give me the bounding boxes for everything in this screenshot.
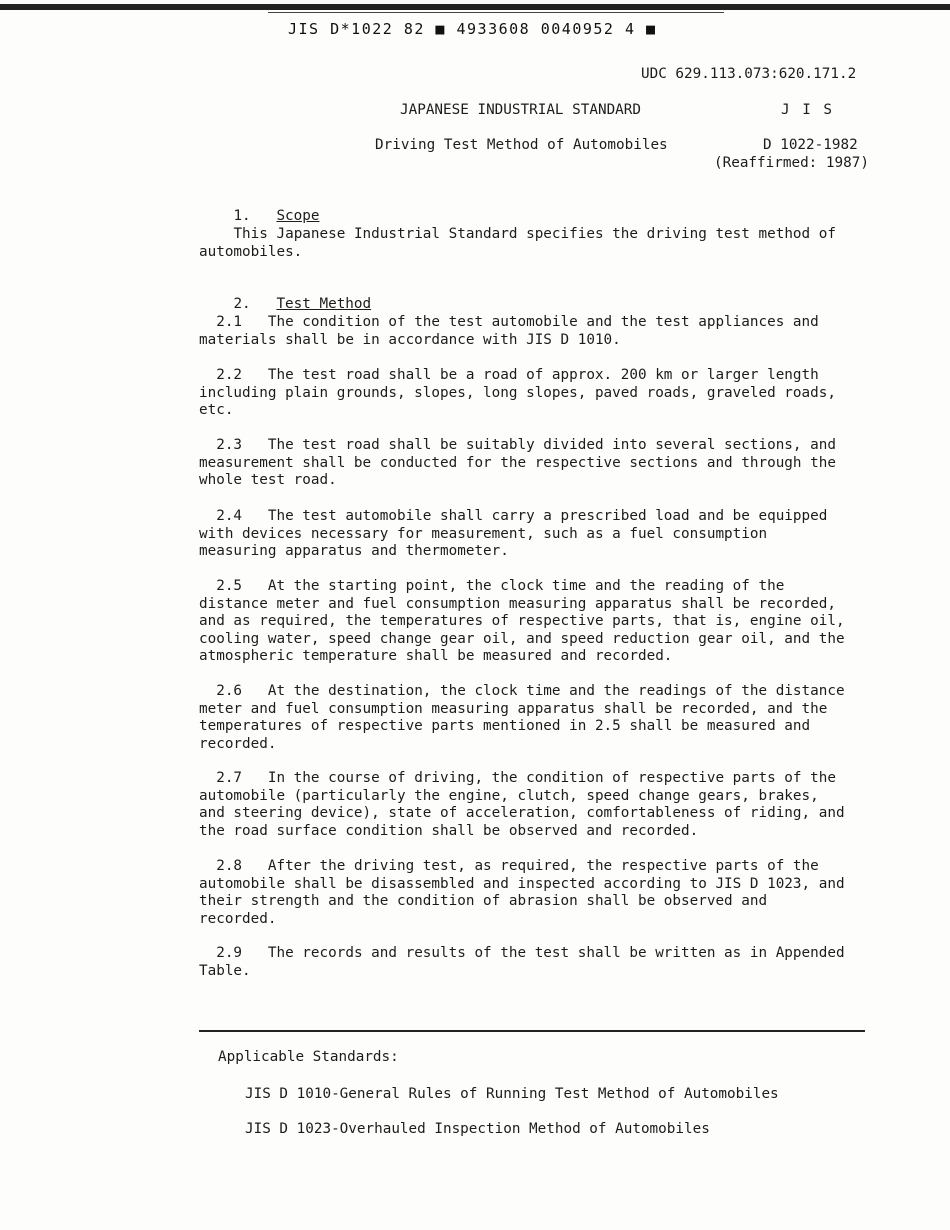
udc-code: UDC 629.113.073:620.171.2 [641, 66, 857, 82]
clause-2-9: 2.9 The records and results of the test shall be written as in Appended Table. [199, 945, 845, 979]
document-number: D 1022-1982 [763, 137, 858, 153]
clause-2-5: 2.5 At the starting point, the clock time and the reading of the distance meter and fuel consumption measuring apparatus shall be recorded, and as required, the temperatures of respective parts, that is, engine oil, cooling water, speed change gear oil, and speed reduction gear oil, and the atmospheric temperature shall be measured and recorded. [199, 578, 845, 664]
applicable-standard-item: JIS D 1010-General Rules of Running Test Method of Automobiles [245, 1086, 779, 1102]
clause-2-8: 2.8 After the driving test, as required, the respective parts of the automobile shall be disassembled and inspected according to JIS D 1023, and their strength and the condition of abrasion shall be observed and recorded. [199, 858, 845, 927]
scan-code: JIS D*1022 82 ■ 4933608 0040952 4 ■ [288, 20, 657, 38]
clause-2-7: 2.7 In the course of driving, the condition of respective parts of the automobile (particularly the engine, clutch, speed change gears, brakes, and steering device), state of acceleration, comfortableness of riding, and the road surface condition shall be observed and recorded. [199, 770, 845, 839]
section-number: 1. [233, 207, 251, 224]
clause-2-6: 2.6 At the destination, the clock time and the readings of the distance meter and fuel consumption measuring apparatus shall be recorded, and the temperatures of respective parts mentioned in 2.5 shall be measured and recorded. [199, 683, 845, 752]
scope-paragraph: This Japanese Industrial Standard specifies the driving test method of automobiles. [199, 226, 836, 260]
section-title: Scope [276, 207, 320, 224]
clause-2-3: 2.3 The test road shall be suitably divided into several sections, and measurement shall be conducted for the respective sections and through the whole test road. [199, 437, 836, 488]
document-title: Driving Test Method of Automobiles [375, 137, 668, 153]
section-title: Test Method [276, 295, 372, 312]
applicable-standards-title: Applicable Standards: [218, 1049, 399, 1065]
clause-2-1: 2.1 The condition of the test automobile and the test appliances and materials shall be in accordance with JIS D 1010. [199, 314, 819, 348]
reaffirmed-note: (Reaffirmed: 1987) [714, 155, 869, 171]
jis-mark: J I S [781, 102, 835, 118]
clause-2-4: 2.4 The test automobile shall carry a prescribed load and be equipped with devices necessary for measurement, such as a fuel consumption measuring apparatus and thermometer. [199, 508, 828, 559]
applicable-standard-item: JIS D 1023-Overhauled Inspection Method of Automobiles [245, 1121, 710, 1137]
footnote-divider [199, 1030, 865, 1032]
scan-edge-bar [0, 4, 950, 10]
standard-type: JAPANESE INDUSTRIAL STANDARD [400, 102, 642, 118]
clause-2-2: 2.2 The test road shall be a road of approx. 200 km or larger length including plain grounds, slopes, long slopes, paved roads, graveled roads, etc. [199, 367, 836, 418]
header-rule [268, 12, 724, 13]
section-number: 2. [233, 295, 251, 312]
